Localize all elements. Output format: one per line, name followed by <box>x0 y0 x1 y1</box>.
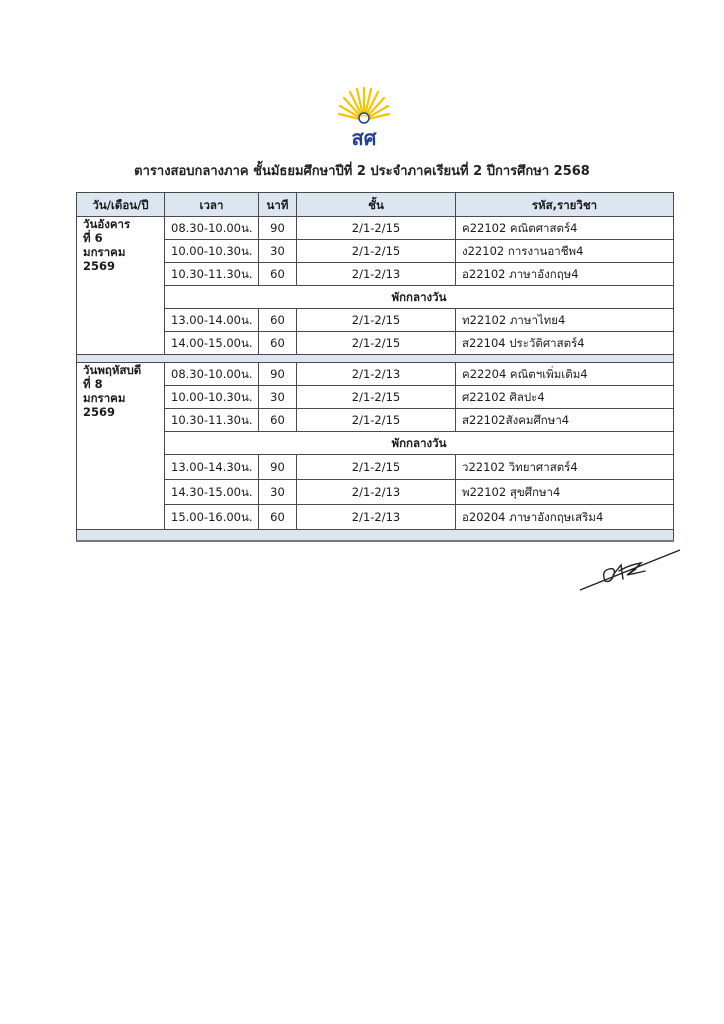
header-subject: รหัส,รายวิชา <box>456 193 674 217</box>
table-row <box>77 363 674 386</box>
logo-text: สศ <box>351 126 377 148</box>
minutes-cell: 60 <box>259 309 297 332</box>
subject-cell: ง22102 การงานอาชีพ4 <box>456 240 674 263</box>
time-cell: 10.00-10.30น. <box>165 386 259 409</box>
school-logo <box>337 86 391 148</box>
table-row <box>77 386 674 409</box>
time-cell: 10.30-11.30น. <box>165 409 259 432</box>
table-row <box>77 217 674 240</box>
day-month: มกราคม <box>83 391 126 405</box>
lunch-break-label: พักกลางวัน <box>165 286 674 309</box>
time-cell: 15.00-16.00น. <box>165 505 259 530</box>
minutes-cell: 60 <box>259 409 297 432</box>
day-year: 2569 <box>83 259 116 273</box>
header-time: เวลา <box>165 193 259 217</box>
day-number: ที่ 8 <box>83 377 103 391</box>
minutes-cell: 90 <box>259 455 297 480</box>
table-row <box>77 455 674 480</box>
table-row <box>77 505 674 530</box>
class-cell: 2/1-2/13 <box>297 480 456 505</box>
day-separator <box>77 355 674 363</box>
lunch-break-row <box>77 432 674 455</box>
minutes-cell: 30 <box>259 480 297 505</box>
time-cell: 14.00-15.00น. <box>165 332 259 355</box>
day-month: มกราคม <box>83 245 126 259</box>
table-header-row <box>77 193 674 217</box>
minutes-cell: 60 <box>259 332 297 355</box>
class-cell: 2/1-2/15 <box>297 409 456 432</box>
lunch-break-row <box>77 286 674 309</box>
class-cell: 2/1-2/15 <box>297 240 456 263</box>
table-row <box>77 409 674 432</box>
day-cell <box>77 217 165 355</box>
day-number: ที่ 6 <box>83 231 103 245</box>
class-cell: 2/1-2/13 <box>297 505 456 530</box>
header-class: ชั้น <box>297 193 456 217</box>
time-cell: 13.00-14.30น. <box>165 455 259 480</box>
table-row <box>77 240 674 263</box>
time-cell: 10.30-11.30น. <box>165 263 259 286</box>
minutes-cell: 30 <box>259 386 297 409</box>
subject-cell: ค22204 คณิตฯเพิ่มเติม4 <box>456 363 674 386</box>
subject-cell: อ20204 ภาษาอังกฤษเสริม4 <box>456 505 674 530</box>
time-cell: 13.00-14.00น. <box>165 309 259 332</box>
class-cell: 2/1-2/15 <box>297 332 456 355</box>
class-cell: 2/1-2/15 <box>297 386 456 409</box>
header-date: วัน/เดือน/ปี <box>77 193 165 217</box>
subject-cell: ว22102 วิทยาศาสตร์4 <box>456 455 674 480</box>
minutes-cell: 30 <box>259 240 297 263</box>
day-cell <box>77 363 165 530</box>
exam-schedule-table <box>76 192 674 542</box>
day-year: 2569 <box>83 405 116 419</box>
class-cell: 2/1-2/15 <box>297 309 456 332</box>
table-row <box>77 332 674 355</box>
subject-cell: ท22102 ภาษาไทย4 <box>456 309 674 332</box>
table-row <box>77 263 674 286</box>
time-cell: 08.30-10.00น. <box>165 217 259 240</box>
time-cell: 08.30-10.00น. <box>165 363 259 386</box>
class-cell: 2/1-2/13 <box>297 363 456 386</box>
subject-cell: ส22104 ประวัติศาสตร์4 <box>456 332 674 355</box>
class-cell: 2/1-2/13 <box>297 263 456 286</box>
minutes-cell: 90 <box>259 363 297 386</box>
table-row <box>77 309 674 332</box>
subject-cell: ส22102สังคมศึกษา4 <box>456 409 674 432</box>
day-name: วันอังคาร <box>83 217 131 231</box>
table-footer-band <box>77 530 674 542</box>
subject-cell: ค22102 คณิตศาสตร์4 <box>456 217 674 240</box>
minutes-cell: 60 <box>259 263 297 286</box>
subject-cell: พ22102 สุขศึกษา4 <box>456 480 674 505</box>
subject-cell: ศ22102 ศิลปะ4 <box>456 386 674 409</box>
class-cell: 2/1-2/15 <box>297 455 456 480</box>
page-title: ตารางสอบกลางภาค ชั้นมัธยมศึกษาปีที่ 2 ประจำภาคเรียนที่ 2 ปีการศึกษา 2568 <box>134 164 590 179</box>
time-cell: 14.30-15.00น. <box>165 480 259 505</box>
day-name: วันพฤหัสบดี <box>83 363 142 377</box>
class-cell: 2/1-2/15 <box>297 217 456 240</box>
minutes-cell: 60 <box>259 505 297 530</box>
minutes-cell: 90 <box>259 217 297 240</box>
signature-icon <box>575 545 685 595</box>
table-row <box>77 480 674 505</box>
time-cell: 10.00-10.30น. <box>165 240 259 263</box>
school-emblem-icon <box>337 86 391 148</box>
lunch-break-label: พักกลางวัน <box>165 432 674 455</box>
subject-cell: อ22102 ภาษาอังกฤษ4 <box>456 263 674 286</box>
signature <box>575 545 685 595</box>
header-minutes: นาที <box>259 193 297 217</box>
